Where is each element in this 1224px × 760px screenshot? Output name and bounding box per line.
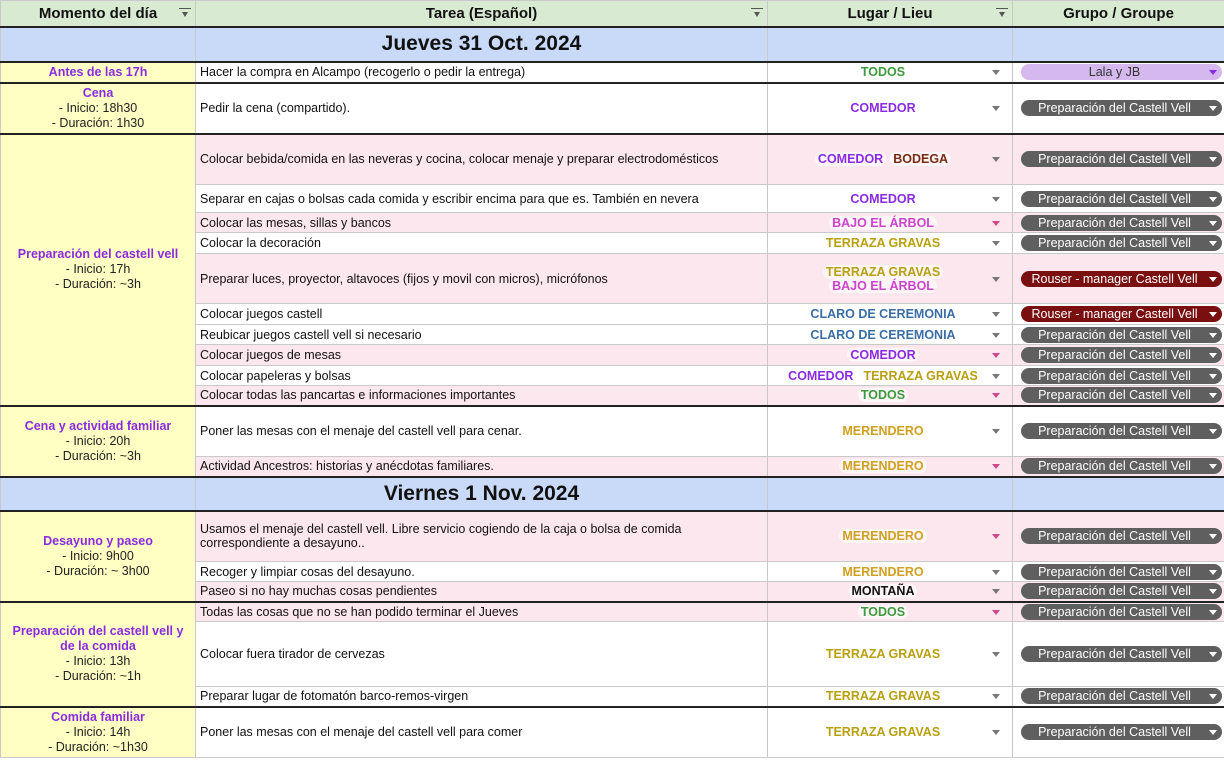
task-cell[interactable]: Colocar las mesas, sillas y bancos	[196, 213, 768, 233]
day-cell[interactable]	[1013, 27, 1224, 62]
moment-duration: - Duración: ~3h	[55, 448, 141, 463]
group-pill[interactable]: Preparación del Castell Vell	[1021, 564, 1222, 580]
group-cell[interactable]	[1013, 134, 1224, 185]
dropdown-arrow-icon[interactable]	[992, 534, 1000, 539]
task-cell[interactable]: Recoger y limpiar cosas del desayuno.	[196, 562, 768, 582]
group-cell[interactable]	[1013, 345, 1224, 366]
group-pill[interactable]: Preparación del Castell Vell	[1021, 387, 1222, 403]
group-pill[interactable]: Preparación del Castell Vell	[1021, 368, 1222, 384]
dropdown-arrow-icon[interactable]	[992, 429, 1000, 434]
place-chip: TERRAZA GRAVAS	[823, 647, 943, 661]
place-cell[interactable]	[768, 62, 1013, 83]
place-chip: TERRAZA GRAVAS	[860, 369, 980, 383]
place-chip: MERENDERO	[839, 459, 926, 473]
group-pill[interactable]: Preparación del Castell Vell	[1021, 191, 1222, 207]
group-cell[interactable]	[1013, 622, 1224, 687]
place-chip: COMEDOR	[847, 192, 918, 206]
dropdown-arrow-icon[interactable]	[992, 157, 1000, 162]
dropdown-arrow-icon[interactable]	[992, 197, 1000, 202]
group-cell[interactable]	[1013, 83, 1224, 134]
task-cell[interactable]: Colocar bebida/comida en las neveras y cocina, colocar menaje y preparar electrodomésticos	[196, 134, 768, 185]
group-cell[interactable]	[1013, 562, 1224, 582]
task-cell[interactable]: Colocar juegos de mesas	[196, 345, 768, 366]
place-chip: COMEDOR	[847, 101, 918, 115]
group-cell[interactable]	[1013, 254, 1224, 304]
dropdown-arrow-icon[interactable]	[992, 374, 1000, 379]
place-cell[interactable]	[768, 707, 1013, 758]
place-cell[interactable]	[768, 687, 1013, 707]
place-chip: MONTAÑA	[849, 584, 918, 598]
place-chip: TERRAZA GRAVAS	[823, 689, 943, 703]
group-cell[interactable]	[1013, 233, 1224, 254]
moment-cell[interactable]	[1, 406, 196, 477]
moment-start: - Inicio: 20h	[65, 433, 131, 448]
group-cell[interactable]	[1013, 325, 1224, 345]
dropdown-arrow-icon[interactable]	[992, 277, 1000, 282]
place-chip: TERRAZA GRAVAS	[823, 725, 943, 739]
group-pill[interactable]: Lala y JB	[1021, 64, 1222, 80]
task-cell[interactable]: Preparar luces, proyector, altavoces (fijos y movil con micros), micrófonos	[196, 254, 768, 304]
group-pill[interactable]: Preparación del Castell Vell	[1021, 151, 1222, 167]
place-chip: COMEDOR	[847, 348, 918, 362]
group-cell[interactable]	[1013, 707, 1224, 758]
dropdown-arrow-icon[interactable]	[992, 589, 1000, 594]
task-cell[interactable]: Hacer la compra en Alcampo (recogerlo o pedir la entrega)	[196, 62, 768, 83]
moment-title: Desayuno y paseo	[43, 533, 153, 548]
place-chip: MERENDERO	[839, 424, 926, 438]
group-cell[interactable]	[1013, 366, 1224, 386]
dropdown-arrow-icon[interactable]	[992, 106, 1000, 111]
moment-duration: - Duración: ~ 3h00	[46, 563, 150, 578]
group-cell[interactable]	[1013, 687, 1224, 707]
group-pill[interactable]: Preparación del Castell Vell	[1021, 458, 1222, 474]
moment-start: - Inicio: 18h30	[58, 100, 138, 115]
moment-title: Comida familiar	[51, 709, 145, 724]
moment-start: - Inicio: 13h	[65, 654, 131, 668]
task-cell[interactable]: Poner las mesas con el menaje del castell vell para comer	[196, 707, 768, 758]
header-moment-label: Momento del día	[38, 4, 158, 22]
header-place[interactable]	[768, 1, 1013, 27]
task-cell[interactable]: Colocar juegos castell	[196, 304, 768, 325]
task-cell[interactable]: Colocar la decoración	[196, 233, 768, 254]
place-cell[interactable]	[768, 406, 1013, 457]
group-pill[interactable]: Preparación del Castell Vell	[1021, 583, 1222, 599]
task-cell[interactable]: Poner las mesas con el menaje del castell vell para cenar.	[196, 406, 768, 457]
group-cell[interactable]	[1013, 304, 1224, 325]
group-cell[interactable]	[1013, 62, 1224, 83]
place-cell[interactable]	[768, 233, 1013, 254]
header-place-label: Lugar / Lieu	[847, 4, 933, 22]
group-pill[interactable]: Preparación del Castell Vell	[1021, 235, 1222, 251]
place-cell[interactable]	[768, 457, 1013, 477]
header-task-label: Tarea (Español)	[425, 4, 538, 22]
place-cell[interactable]	[768, 602, 1013, 622]
dropdown-arrow-icon[interactable]	[992, 652, 1000, 657]
place-chip: TODOS	[858, 388, 908, 402]
place-chip: MERENDERO	[839, 565, 926, 579]
filter-icon[interactable]	[996, 8, 1008, 18]
moment-duration: - Duración: 1h30	[51, 115, 145, 130]
dropdown-arrow-icon[interactable]	[992, 694, 1000, 699]
place-cell[interactable]	[768, 562, 1013, 582]
group-pill[interactable]: Preparación del Castell Vell	[1021, 327, 1222, 343]
header-group-label: Grupo / Groupe	[1063, 4, 1174, 22]
place-cell[interactable]	[768, 325, 1013, 345]
dropdown-arrow-icon[interactable]	[992, 610, 1000, 615]
dropdown-arrow-icon[interactable]	[992, 312, 1000, 317]
task-cell[interactable]: Todas las cosas que no se han podido terminar el Jueves	[196, 602, 768, 622]
place-chip: TERRAZA GRAVAS	[823, 265, 943, 279]
moment-cell[interactable]	[1, 707, 196, 758]
header-group[interactable]	[1013, 1, 1224, 27]
task-cell[interactable]: Colocar papeleras y bolsas	[196, 366, 768, 386]
day-cell[interactable]	[768, 477, 1013, 511]
place-cell[interactable]	[768, 254, 1013, 304]
place-chip: TODOS	[858, 65, 908, 79]
task-cell[interactable]: Preparar lugar de fotomatón barco-remos-virgen	[196, 687, 768, 707]
place-cell[interactable]	[768, 582, 1013, 602]
day-cell[interactable]	[768, 27, 1013, 62]
place-cell[interactable]	[768, 622, 1013, 687]
moment-cell[interactable]	[1, 511, 196, 602]
group-pill[interactable]: Preparación del Castell Vell	[1021, 646, 1222, 662]
moment-cell[interactable]	[1, 83, 196, 134]
moment-cell[interactable]	[1, 134, 196, 406]
moment-duration: - Duración: ~1h	[55, 669, 141, 683]
group-cell[interactable]	[1013, 185, 1224, 213]
place-cell[interactable]	[768, 511, 1013, 562]
place-chip: CLARO DE CEREMONIA	[807, 328, 958, 342]
task-cell[interactable]: Actividad Ancestros: historias y anécdotas familiares.	[196, 457, 768, 477]
place-cell[interactable]	[768, 83, 1013, 134]
task-cell[interactable]: Reubicar juegos castell vell si necesario	[196, 325, 768, 345]
header-task[interactable]	[196, 1, 768, 27]
place-chip: BAJO EL ÁRBOL	[829, 216, 937, 230]
place-chip: CLARO DE CEREMONIA	[807, 307, 958, 321]
moment-start: - Inicio: 9h00	[62, 548, 134, 563]
group-cell[interactable]	[1013, 386, 1224, 406]
task-cell[interactable]: Pedir la cena (compartido).	[196, 83, 768, 134]
place-cell[interactable]	[768, 304, 1013, 325]
group-pill[interactable]: Preparación del Castell Vell	[1021, 528, 1222, 544]
dropdown-arrow-icon[interactable]	[992, 353, 1000, 358]
dropdown-arrow-icon[interactable]	[992, 730, 1000, 735]
day-cell[interactable]	[1, 477, 196, 511]
task-cell[interactable]: Paseo si no hay muchas cosas pendientes	[196, 582, 768, 602]
place-cell[interactable]	[768, 345, 1013, 366]
group-cell[interactable]	[1013, 602, 1224, 622]
place-chip: TERRAZA GRAVAS	[823, 236, 943, 250]
dropdown-arrow-icon[interactable]	[992, 333, 1000, 338]
group-pill[interactable]: Preparación del Castell Vell	[1021, 604, 1222, 620]
group-cell[interactable]	[1013, 511, 1224, 562]
group-pill[interactable]: Preparación del Castell Vell	[1021, 100, 1222, 116]
filter-icon[interactable]	[751, 8, 763, 18]
group-pill[interactable]: Preparación del Castell Vell	[1021, 347, 1222, 363]
group-pill[interactable]: Rouser - manager Castell Vell	[1021, 271, 1222, 287]
dropdown-arrow-icon[interactable]	[992, 464, 1000, 469]
moment-title: Preparación del castell vell	[17, 247, 179, 261]
group-cell[interactable]	[1013, 213, 1224, 233]
day-title[interactable]: Jueves 31 Oct. 2024	[196, 27, 768, 62]
place-chip: BAJO EL ÁRBOL	[829, 279, 937, 293]
group-pill[interactable]: Preparación del Castell Vell	[1021, 423, 1222, 439]
dropdown-arrow-icon[interactable]	[992, 70, 1000, 75]
moment-start: - Inicio: 14h	[65, 724, 131, 739]
group-cell[interactable]	[1013, 582, 1224, 602]
moment-cell[interactable]	[1, 62, 196, 83]
header-moment[interactable]	[1, 1, 196, 27]
group-cell[interactable]	[1013, 457, 1224, 477]
group-pill[interactable]: Preparación del Castell Vell	[1021, 688, 1222, 704]
dropdown-arrow-icon[interactable]	[992, 393, 1000, 398]
place-chip: COMEDOR	[815, 152, 886, 166]
place-chip: BODEGA	[890, 152, 951, 166]
task-cell[interactable]: Colocar fuera tirador de cervezas	[196, 622, 768, 687]
group-pill[interactable]: Rouser - manager Castell Vell	[1021, 306, 1222, 322]
moment-title: Preparación del castell vell y de la comida	[12, 624, 184, 653]
group-pill[interactable]: Preparación del Castell Vell	[1021, 724, 1222, 740]
dropdown-arrow-icon[interactable]	[992, 241, 1000, 246]
place-cell[interactable]	[768, 213, 1013, 233]
moment-duration: - Duración: ~3h	[55, 277, 141, 291]
moment-title: Cena	[82, 85, 114, 100]
day-title[interactable]: Viernes 1 Nov. 2024	[196, 477, 768, 511]
place-chip: COMEDOR	[785, 369, 856, 383]
place-cell[interactable]	[768, 366, 1013, 386]
group-cell[interactable]	[1013, 406, 1224, 457]
task-cell[interactable]: Colocar todas las pancartas e informaciones importantes	[196, 386, 768, 406]
moment-title: Antes de las 17h	[48, 64, 148, 79]
place-cell[interactable]	[768, 185, 1013, 213]
day-cell[interactable]	[1013, 477, 1224, 511]
place-cell[interactable]	[768, 386, 1013, 406]
task-cell[interactable]: Usamos el menaje del castell vell. Libre servicio cogiendo de la caja o bolsa de comida correspondiente a desayuno..	[196, 511, 768, 562]
group-pill[interactable]: Preparación del Castell Vell	[1021, 215, 1222, 231]
filter-icon[interactable]	[179, 8, 191, 18]
moment-cell[interactable]	[1, 602, 196, 707]
place-chip: TODOS	[858, 605, 908, 619]
day-cell[interactable]	[1, 27, 196, 62]
moment-duration: - Duración: ~1h30	[48, 739, 148, 754]
place-chip: MERENDERO	[839, 529, 926, 543]
place-cell[interactable]	[768, 134, 1013, 185]
dropdown-arrow-icon[interactable]	[992, 570, 1000, 575]
moment-start: - Inicio: 17h	[65, 262, 131, 276]
dropdown-arrow-icon[interactable]	[992, 221, 1000, 226]
task-cell[interactable]: Separar en cajas o bolsas cada comida y escribir encima para que es. También en nevera	[196, 185, 768, 213]
moment-title: Cena y actividad familiar	[24, 418, 172, 433]
